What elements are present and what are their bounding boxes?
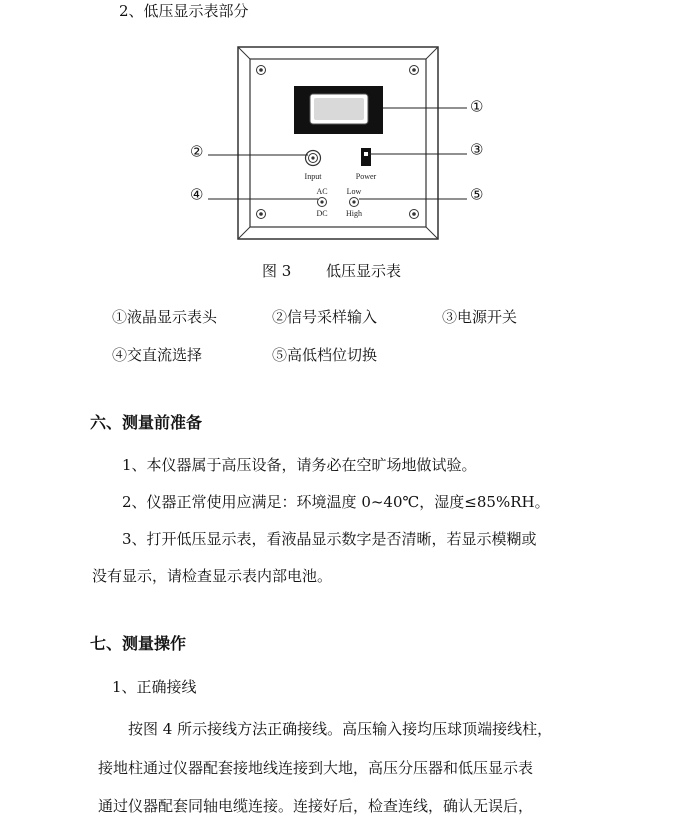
- legend-item-ac-dc: ④交直流选择: [112, 346, 203, 364]
- section-6-item-3-cont: 没有显示，请检查显示表内部电池。: [92, 567, 333, 585]
- section-6-item-1: 1、本仪器属于高压设备，请务必在空旷场地做试验。: [122, 456, 477, 474]
- range-selector-icon: [350, 198, 359, 207]
- section-6-item-3: 3、打开低压显示表，看液晶显示数字是否清晰，若显示模糊或: [122, 530, 537, 548]
- screw-icon-top-right: [410, 66, 419, 75]
- figure-caption-number: 图 3: [262, 262, 292, 280]
- legend-item-power-switch: ③电源开关: [442, 308, 518, 326]
- label-high: High: [346, 209, 362, 218]
- legend-item-range: ⑤高低档位切换: [272, 346, 378, 364]
- section-7-paragraph-line-3: 通过仪器配套同轴电缆连接。连接好后，检查连线，确认无误后，: [98, 797, 534, 815]
- legend-item-signal-input: ②信号采样输入: [272, 308, 378, 326]
- section-7-heading: 七、测量操作: [90, 634, 187, 653]
- panel-frame-inner: [250, 59, 426, 227]
- subsection-title: 2、低压显示表部分: [119, 2, 249, 20]
- label-power: Power: [355, 172, 377, 181]
- section-7-subheading: 1、正确接线: [112, 678, 197, 696]
- label-low: Low: [346, 187, 362, 196]
- callout-4: ④: [190, 187, 204, 204]
- input-connector-icon: [306, 151, 321, 166]
- screw-icon-bottom-right: [410, 210, 419, 219]
- callout-3: ③: [470, 142, 484, 159]
- power-switch: [361, 148, 371, 166]
- screw-icon-top-left: [257, 66, 266, 75]
- label-ac: AC: [316, 187, 328, 196]
- callout-5: ⑤: [470, 187, 484, 204]
- label-dc: DC: [316, 209, 328, 218]
- section-7-paragraph-line-1: 按图 4 所示接线方法正确接线。高压输入接均压球顶端接线柱，: [128, 720, 553, 738]
- figure-caption-title: 低压显示表: [326, 262, 402, 280]
- section-6-item-2: 2、仪器正常使用应满足：环境温度 0~40℃，湿度≤85%RH。: [122, 493, 550, 511]
- callout-1: ①: [470, 99, 484, 116]
- callout-2: ②: [190, 144, 204, 161]
- ac-dc-selector-icon: [318, 198, 327, 207]
- meter-panel-figure: [0, 0, 678, 260]
- section-7-paragraph-line-2: 接地柱通过仪器配套接地线连接到大地，高压分压器和低压显示表: [98, 759, 534, 777]
- legend-item-lcd: ①液晶显示表头: [112, 308, 218, 326]
- screw-icon-bottom-left: [257, 210, 266, 219]
- label-input: Input: [304, 172, 322, 181]
- section-6-heading: 六、测量前准备: [90, 413, 203, 432]
